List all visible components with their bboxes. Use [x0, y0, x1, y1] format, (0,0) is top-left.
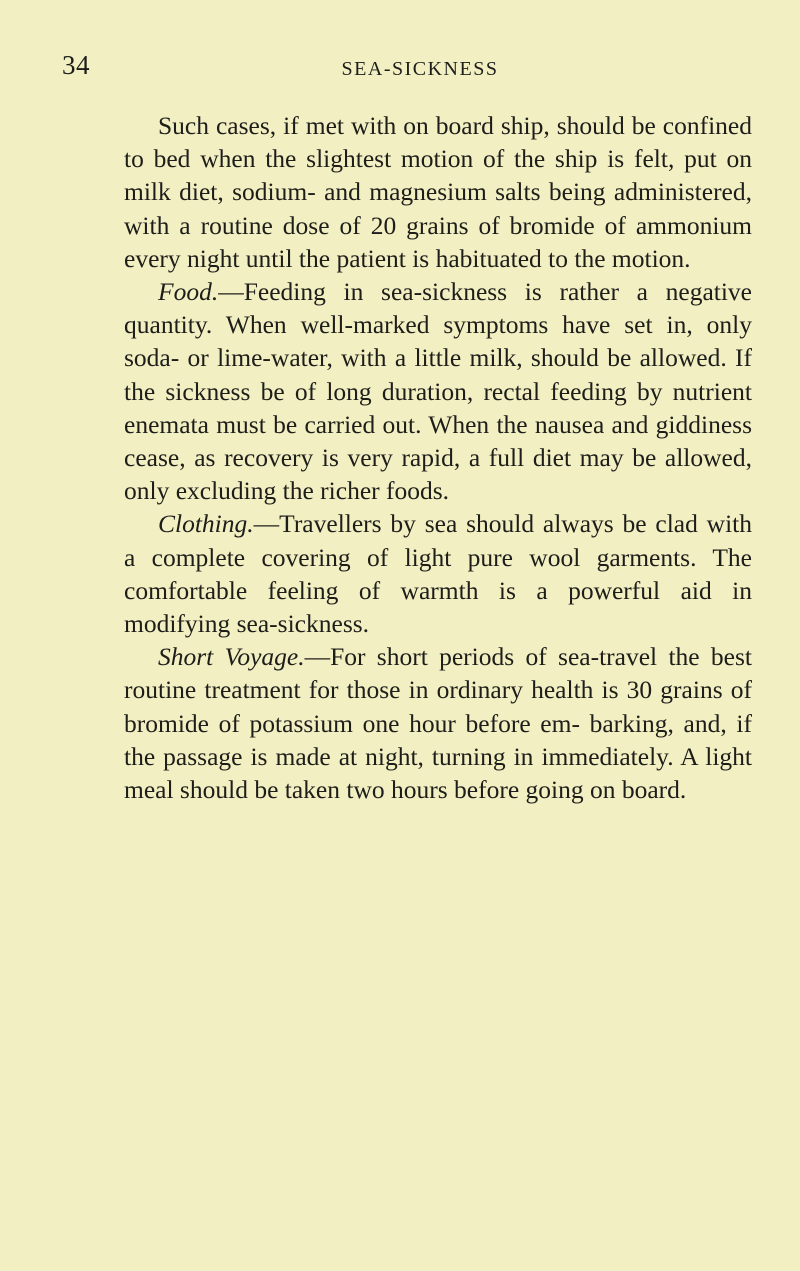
paragraph-lead-food: Food. [158, 277, 219, 307]
paragraph-intro [124, 109, 752, 275]
body-text [124, 109, 752, 806]
page-number: 34 [62, 50, 90, 80]
paragraph-text: —Travellers by sea should always be clad with a complete covering of light pure wool garments. The comfortable feeling of warmth is a powerful aid in modifying sea-sickness. [124, 509, 752, 639]
paragraph-clothing [124, 507, 752, 640]
paragraph-text: Such cases, if met with on board ship, should be confined to bed when the slightest motion of the ship is felt, put on milk diet, sodium- and magnesium salts being administered, with a routine dose of 20 grains of bromide of ammonium every night until the patient is habituated to the motion. [124, 111, 752, 273]
paragraph-food [124, 275, 752, 507]
running-head: SEA-SICKNESS [341, 58, 499, 80]
paragraph-text: —For short periods of sea-travel the best routine treatment for those in ordinary health is 30 grains of bromide of potassium one hour before em- barking, and, if the passage is made at night, turning in immediately. A light meal should be taken two hours before going on board. [124, 642, 752, 805]
paragraph-short-voyage [124, 640, 752, 806]
paragraph-lead-clothing: Clothing. [158, 509, 254, 539]
paragraph-lead-short-voyage: Short Voyage. [158, 642, 305, 672]
paragraph-text: —Feeding in sea-sickness is rather a negative quantity. When well-marked symptoms have set in, only soda- or lime-water, with a little milk, should be allowed. If the sickness be of long duration, rectal feeding by nutrient enemata must be carried out. When the nausea and giddiness cease, as recovery is very rapid, a full diet may be allowed, only excluding the richer foods. [124, 277, 752, 506]
